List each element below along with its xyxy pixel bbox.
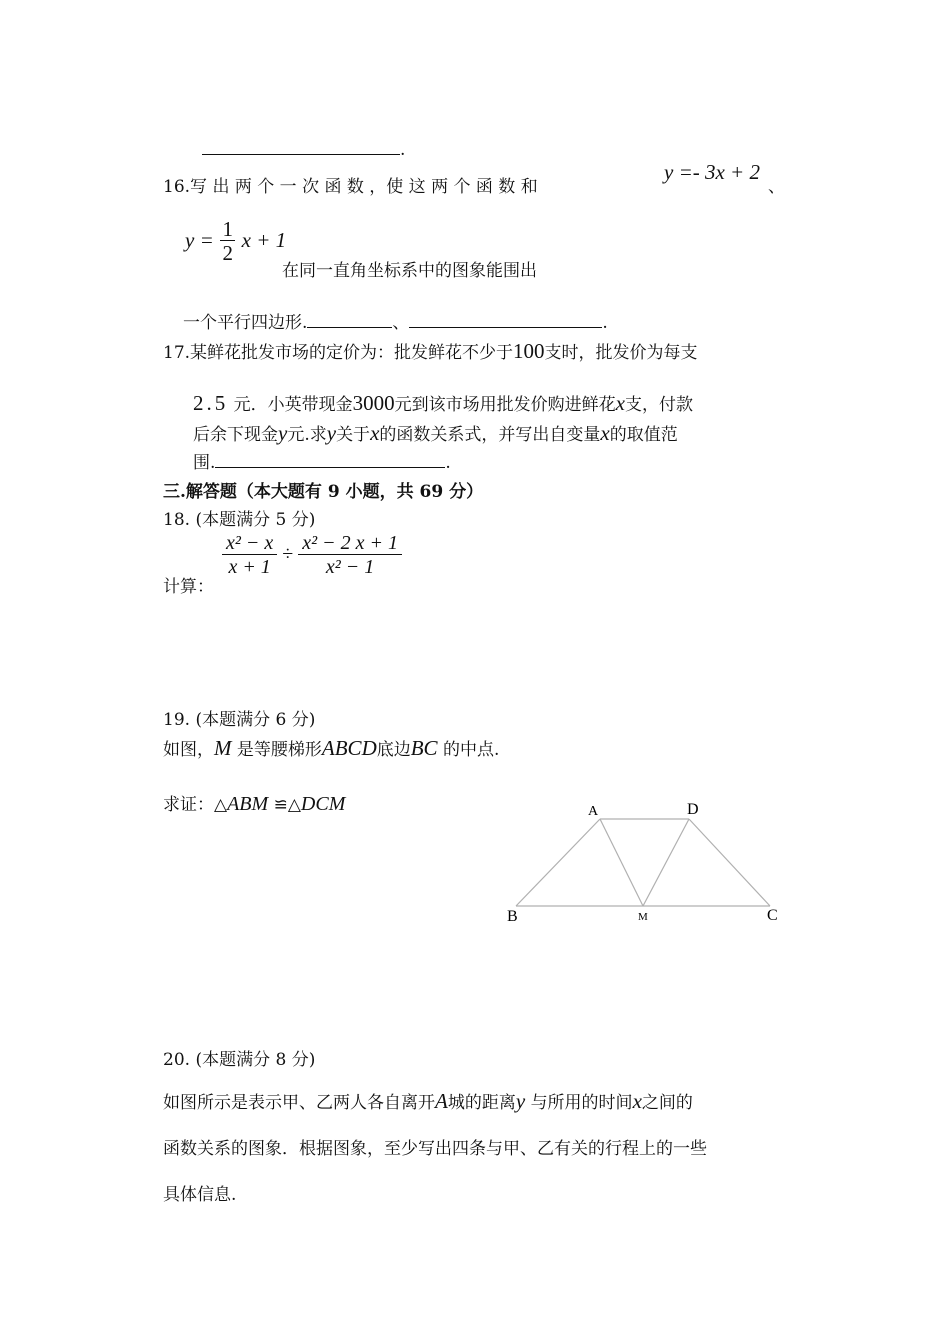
q19-prove: 求证：△ABM ≌△DCM: [163, 793, 346, 815]
q17-line3: 后余下现金y元.求y关于x的函数关系式，并写出自变量x的取值范: [193, 421, 678, 445]
q17-line4: 围. .: [193, 448, 451, 473]
q18-heading: 18. (本题满分 5 分): [163, 510, 316, 530]
answer-blank-1: [307, 309, 392, 328]
q16-equation-1: y =- 3x + 2: [664, 160, 760, 184]
section-3-heading: 三.解答题（本大题有 9 小题，共 69 分）: [163, 482, 484, 502]
segment-am: [600, 819, 643, 906]
answer-blank: [202, 136, 400, 155]
fraction-2: $\frac{\text{x² − 2 x + 1}}{\text{x² − 1}}$: [298, 532, 402, 579]
q18-label: 计算：: [163, 577, 214, 597]
q20-heading: 20. (本题满分 8 分): [163, 1050, 316, 1070]
vertex-label-d: D: [687, 801, 699, 818]
q17-line2: 2.5 元．小英带现金3000元到该市场用批发价购进鲜花x支，付款: [193, 391, 693, 415]
answer-blank: [215, 449, 445, 468]
q17-line1: 17.某鲜花批发市场的定价为：批发鲜花不少于100支时，批发价为每支: [163, 339, 698, 363]
vertex-label-b: B: [507, 908, 518, 925]
fraction-1: $\frac{\text{x² − x}}{x + 1}$: [222, 532, 277, 579]
answer-blank-2: [409, 309, 602, 328]
edge-dc: [689, 819, 770, 906]
edge-ab: [516, 819, 600, 906]
q19-line1: 如图，M 是等腰梯形ABCD底边BC 的中点.: [163, 736, 500, 760]
q16-line1: 16.写 出 两 个 一 次 函 数 ，使 这 两 个 函 数 和: [163, 177, 538, 197]
q20-line1: 如图所示是表示甲、乙两人各自离开A城的距离y 与所用的时间x之间的: [163, 1089, 693, 1113]
q16-line3: 一个平行四边形. 、 .: [183, 308, 608, 333]
vertex-label-a: A: [588, 804, 599, 819]
vertex-label-c: C: [767, 907, 778, 924]
segment-dm: [643, 819, 689, 906]
vertex-label-m: M: [638, 911, 648, 923]
trapezoid-figure: [500, 795, 800, 935]
q18-expression: $\frac{\text{x² − x}}{x + 1}$ ÷ $\frac{\text{x² − 2 x + 1}}{\text{x² − 1}}$: [222, 532, 402, 579]
q16-equation-2: y = $\frac{1}{2}$ x + 1: [185, 217, 287, 265]
q20-line3: 具体信息.: [163, 1185, 237, 1205]
q16-separator: 、: [768, 177, 785, 197]
fraction: $\frac{1}{2}$: [222, 217, 233, 265]
q15-answer-line: .: [202, 136, 405, 160]
q19-heading: 19. (本题满分 6 分): [163, 710, 316, 730]
q16-line2: 在同一直角坐标系中的图象能围出: [282, 261, 537, 281]
q20-line2: 函数关系的图象．根据图象，至少写出四条与甲、乙有关的行程上的一些: [163, 1139, 707, 1159]
